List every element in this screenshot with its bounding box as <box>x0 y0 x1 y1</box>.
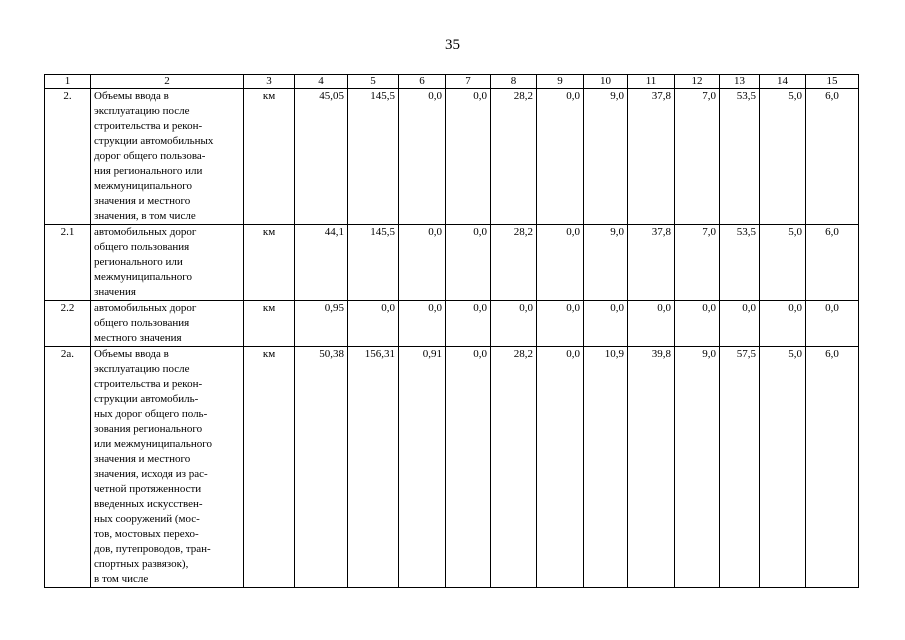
row-name-cell <box>91 301 244 347</box>
value-cell-col-12: 7,0 <box>675 225 720 301</box>
column-header-3: 3 <box>244 75 295 89</box>
column-header-12: 12 <box>675 75 720 89</box>
column-header-5: 5 <box>348 75 399 89</box>
row-name-line: автомобильных дорог <box>94 226 197 238</box>
value-cell-col-6: 0,0 <box>399 301 446 347</box>
table-row <box>45 301 859 347</box>
column-header-7: 7 <box>446 75 491 89</box>
value-cell-col-13: 53,5 <box>720 225 760 301</box>
table-row <box>45 89 859 225</box>
value-cell-col-13: 0,0 <box>720 301 760 347</box>
value-cell-col-8: 28,2 <box>491 347 537 588</box>
column-header-10: 10 <box>584 75 628 89</box>
value-cell-col-8: 0,0 <box>491 301 537 347</box>
row-name-line: эксплуатацию после <box>94 363 190 375</box>
row-name-line: ных сооружений (мос- <box>94 513 200 525</box>
row-name-line: местного значения <box>94 332 182 344</box>
value-cell-col-15: 6,0 <box>806 225 859 301</box>
value-cell-col-7: 0,0 <box>446 347 491 588</box>
column-header-8: 8 <box>491 75 537 89</box>
value-cell-col-7: 0,0 <box>446 301 491 347</box>
value-cell-col-11: 37,8 <box>628 89 675 225</box>
row-name-line: Объемы ввода в <box>94 348 169 360</box>
row-name-line: значения, в том числе <box>94 210 196 222</box>
value-cell-col-14: 0,0 <box>760 301 806 347</box>
value-cell-col-6: 0,0 <box>399 89 446 225</box>
row-name-line: спортных развязок), <box>94 558 189 570</box>
row-name-line: или межмуниципального <box>94 438 212 450</box>
value-cell-col-10: 10,9 <box>584 347 628 588</box>
value-cell-col-8: 28,2 <box>491 225 537 301</box>
table-header-row <box>45 75 859 89</box>
row-name-line: общего пользования <box>94 317 190 329</box>
row-name-cell <box>91 347 244 588</box>
column-header-2: 2 <box>91 75 244 89</box>
row-unit-cell: км <box>244 301 295 347</box>
value-cell-col-4: 0,95 <box>295 301 348 347</box>
value-cell-col-10: 9,0 <box>584 225 628 301</box>
value-cell-col-6: 0,0 <box>399 225 446 301</box>
column-header-6: 6 <box>399 75 446 89</box>
table-row <box>45 347 859 588</box>
value-cell-col-9: 0,0 <box>537 89 584 225</box>
column-header-9: 9 <box>537 75 584 89</box>
value-cell-col-8: 28,2 <box>491 89 537 225</box>
row-name-line: дорог общего пользова- <box>94 150 206 162</box>
row-unit-cell: км <box>244 347 295 588</box>
value-cell-col-9: 0,0 <box>537 347 584 588</box>
row-name-line: струкции автомобильных <box>94 135 214 147</box>
value-cell-col-14: 5,0 <box>760 89 806 225</box>
value-cell-col-13: 53,5 <box>720 89 760 225</box>
value-cell-col-10: 0,0 <box>584 301 628 347</box>
row-number-cell: 2.2 <box>45 301 91 347</box>
value-cell-col-13: 57,5 <box>720 347 760 588</box>
page-number: 35 <box>445 37 460 53</box>
row-name-line: строительства и рекон- <box>94 378 203 390</box>
column-header-14: 14 <box>760 75 806 89</box>
column-header-4: 4 <box>295 75 348 89</box>
row-name-line: значения и местного <box>94 453 191 465</box>
row-name-line: Объемы ввода в <box>94 90 169 102</box>
value-cell-col-15: 0,0 <box>806 301 859 347</box>
row-name-line: регионального или <box>94 256 183 268</box>
value-cell-col-14: 5,0 <box>760 225 806 301</box>
row-name-line: строительства и рекон- <box>94 120 203 132</box>
row-name-line: струкции автомобиль- <box>94 393 199 405</box>
value-cell-col-9: 0,0 <box>537 225 584 301</box>
row-name-line: межмуниципального <box>94 180 192 192</box>
table-row <box>45 225 859 301</box>
value-cell-col-11: 37,8 <box>628 225 675 301</box>
row-name-cell <box>91 225 244 301</box>
value-cell-col-5: 0,0 <box>348 301 399 347</box>
value-cell-col-11: 39,8 <box>628 347 675 588</box>
value-cell-col-6: 0,91 <box>399 347 446 588</box>
value-cell-col-12: 7,0 <box>675 89 720 225</box>
row-unit-cell: км <box>244 89 295 225</box>
value-cell-col-10: 9,0 <box>584 89 628 225</box>
value-cell-col-12: 9,0 <box>675 347 720 588</box>
value-cell-col-4: 44,1 <box>295 225 348 301</box>
row-name-line: зования регионального <box>94 423 203 435</box>
row-number-cell: 2. <box>45 89 91 225</box>
row-name-line: значения <box>94 286 136 298</box>
row-name-line: ния регионального или <box>94 165 203 177</box>
column-header-1: 1 <box>45 75 91 89</box>
row-number-cell: 2.1 <box>45 225 91 301</box>
value-cell-col-5: 145,5 <box>348 89 399 225</box>
row-name-line: межмуниципального <box>94 271 192 283</box>
row-name-line: введенных искусствен- <box>94 498 203 510</box>
value-cell-col-4: 50,38 <box>295 347 348 588</box>
column-header-15: 15 <box>806 75 859 89</box>
row-name-line: значения и местного <box>94 195 191 207</box>
row-number-cell: 2а. <box>45 347 91 588</box>
row-name-line: тов, мостовых перехо- <box>94 528 199 540</box>
row-name-cell <box>91 89 244 225</box>
value-cell-col-5: 145,5 <box>348 225 399 301</box>
column-header-11: 11 <box>628 75 675 89</box>
value-cell-col-14: 5,0 <box>760 347 806 588</box>
data-table <box>44 74 859 588</box>
table-body <box>45 89 859 588</box>
value-cell-col-9: 0,0 <box>537 301 584 347</box>
value-cell-col-4: 45,05 <box>295 89 348 225</box>
row-name-line: в том числе <box>94 573 149 585</box>
row-unit-cell: км <box>244 225 295 301</box>
row-name-line: автомобильных дорог <box>94 302 197 314</box>
value-cell-col-7: 0,0 <box>446 89 491 225</box>
column-header-13: 13 <box>720 75 760 89</box>
value-cell-col-7: 0,0 <box>446 225 491 301</box>
row-name-line: эксплуатацию после <box>94 105 190 117</box>
value-cell-col-15: 6,0 <box>806 89 859 225</box>
value-cell-col-5: 156,31 <box>348 347 399 588</box>
value-cell-col-11: 0,0 <box>628 301 675 347</box>
row-name-line: ных дорог общего поль- <box>94 408 208 420</box>
row-name-line: дов, путепроводов, тран- <box>94 543 211 555</box>
row-name-line: общего пользования <box>94 241 190 253</box>
row-name-line: четной протяженности <box>94 483 202 495</box>
row-name-line: значения, исходя из рас- <box>94 468 208 480</box>
value-cell-col-12: 0,0 <box>675 301 720 347</box>
value-cell-col-15: 6,0 <box>806 347 859 588</box>
